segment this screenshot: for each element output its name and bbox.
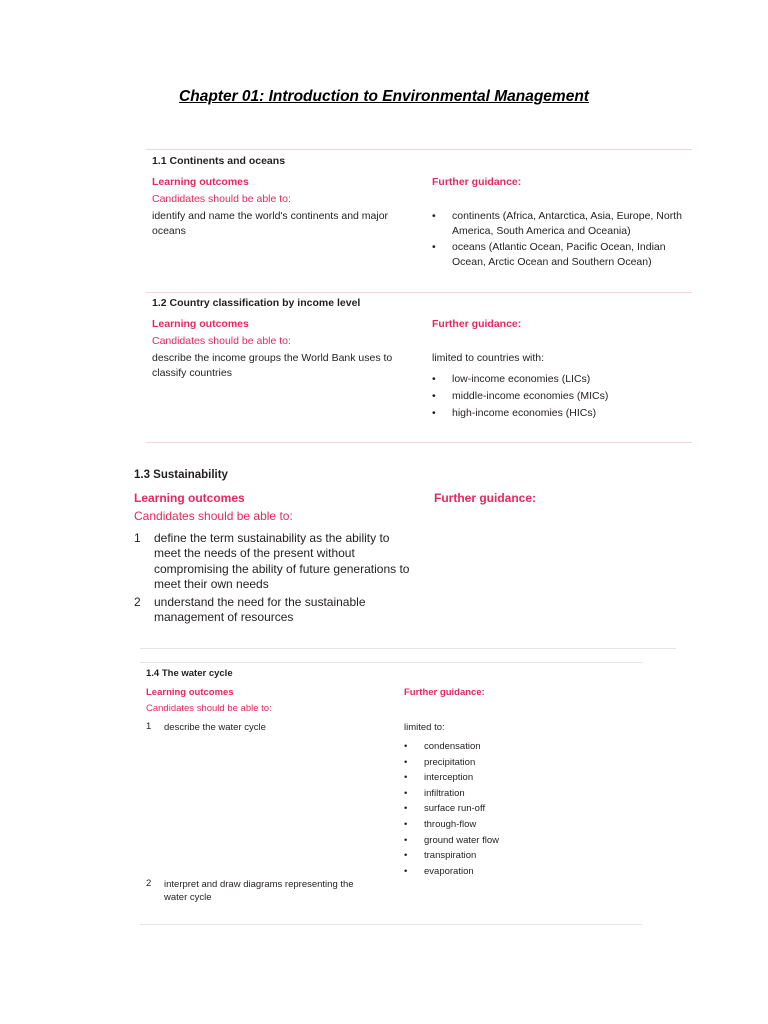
- list-item: • surface run-off: [404, 803, 486, 815]
- list-item: • ground water flow: [404, 834, 499, 846]
- list-item: • continents (Africa, Antarctica, Asia, Europe, North America, South America and Oceania): [432, 210, 682, 237]
- section-heading: 1.4 The water cycle: [146, 668, 233, 679]
- item-number: 2: [134, 595, 141, 609]
- divider: [146, 292, 692, 293]
- learning-outcome-text: interpret and draw diagrams representing the water cycle: [164, 879, 354, 903]
- section-heading: 1.2 Country classification by income level: [152, 297, 361, 309]
- divider: [146, 442, 692, 443]
- list-item: • condensation: [404, 741, 481, 752]
- guidance-list: [404, 739, 624, 879]
- list-item: • infiltration: [404, 787, 465, 799]
- page-title: Chapter 01: Introduction to Environmental Management: [179, 88, 589, 105]
- learning-outcome-text: identify and name the world's continents and major oceans: [152, 210, 389, 237]
- divider: [140, 662, 642, 663]
- learning-outcome-text: describe the water cycle: [164, 722, 266, 733]
- list-item: • evaporation: [404, 865, 474, 877]
- list-item: • transpiration: [404, 850, 477, 862]
- list-item: • low-income economies (LICs): [432, 373, 591, 385]
- divider: [146, 149, 692, 150]
- list-item: • oceans (Atlantic Ocean, Pacific Ocean, Indian Ocean, Arctic Ocean and Southern Ocean): [432, 241, 666, 268]
- learning-outcome-text: define the term sustainability as the ability to meet the needs of the present without compromising the ability of future generations to meet their own needs: [154, 531, 410, 591]
- guidance-intro: limited to countries with:: [432, 352, 545, 364]
- learning-outcomes-heading: Learning outcomes: [134, 491, 245, 505]
- list-item: • interception: [404, 772, 474, 784]
- item-number: 1: [134, 531, 141, 545]
- list-item: • high-income economies (HICs): [432, 407, 597, 419]
- further-guidance-heading: Further guidance:: [404, 687, 485, 698]
- candidates-subheading: Candidates should be able to:: [134, 509, 293, 523]
- candidates-subheading: Candidates should be able to:: [152, 335, 291, 347]
- list-item: • through-flow: [404, 818, 477, 830]
- list-item: • middle-income economies (MICs): [432, 390, 609, 402]
- divider: [140, 648, 676, 649]
- learning-outcome-text: describe the income groups the World Bank uses to classify countries: [152, 352, 393, 379]
- item-number: 1: [146, 721, 152, 732]
- further-guidance-heading: Further guidance:: [432, 176, 522, 188]
- learning-outcome-text: understand the need for the sustainable management of resources: [154, 595, 366, 625]
- item-number: 2: [146, 878, 152, 889]
- learning-outcomes-heading: Learning outcomes: [152, 176, 249, 188]
- candidates-subheading: Candidates should be able to:: [152, 193, 291, 205]
- learning-outcomes-heading: Learning outcomes: [146, 687, 234, 698]
- divider: [140, 924, 642, 925]
- learning-outcomes-heading: Learning outcomes: [152, 318, 249, 330]
- section-heading: 1.3 Sustainability: [134, 469, 228, 481]
- further-guidance-heading: Further guidance:: [434, 491, 537, 505]
- list-item: • precipitation: [404, 756, 476, 768]
- guidance-list: [432, 209, 682, 269]
- guidance-list: [432, 371, 682, 422]
- further-guidance-heading: Further guidance:: [432, 318, 522, 330]
- guidance-intro: limited to:: [404, 722, 445, 733]
- candidates-subheading: Candidates should be able to:: [146, 703, 272, 714]
- section-heading: 1.1 Continents and oceans: [152, 155, 286, 167]
